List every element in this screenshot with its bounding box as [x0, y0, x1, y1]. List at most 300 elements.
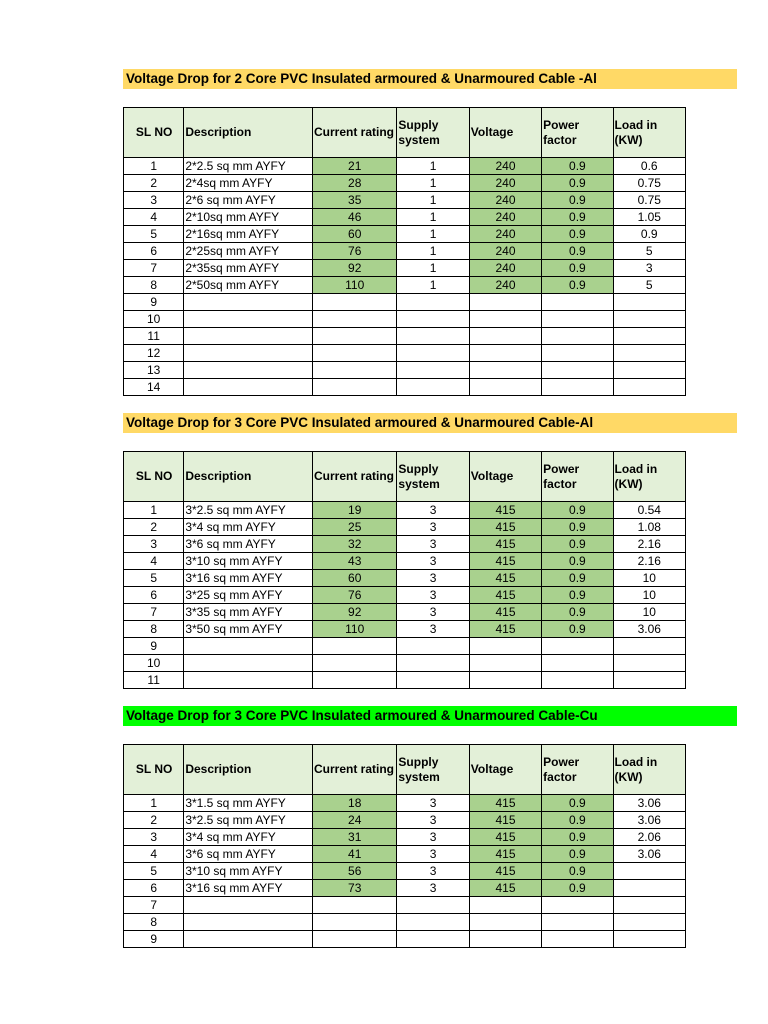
cell-power-factor [542, 362, 613, 379]
cell-current-rating: 32 [312, 536, 396, 553]
cell-power-factor [542, 672, 613, 689]
cell-sl-no: 9 [124, 638, 184, 655]
cell-sl-no: 1 [124, 502, 184, 519]
cell-current-rating: 76 [312, 243, 396, 260]
cell-current-rating: 31 [312, 829, 396, 846]
cell-load-kw [613, 931, 685, 948]
cell-current-rating: 28 [312, 175, 396, 192]
cell-power-factor: 0.9 [542, 260, 613, 277]
cell-current-rating [312, 672, 396, 689]
cell-load-kw [613, 311, 685, 328]
cell-load-kw [613, 362, 685, 379]
cell-power-factor: 0.9 [542, 621, 613, 638]
cell-sl-no: 7 [124, 260, 184, 277]
cell-power-factor: 0.9 [542, 209, 613, 226]
cell-power-factor: 0.9 [542, 795, 613, 812]
cell-power-factor: 0.9 [542, 812, 613, 829]
cell-description: 3*2.5 sq mm AYFY [184, 502, 313, 519]
cell-current-rating [312, 328, 396, 345]
header-sl-no: SL NO [124, 745, 184, 795]
header-supply-system: Supply system [397, 452, 469, 502]
cell-voltage: 415 [469, 553, 541, 570]
cell-supply-system: 1 [397, 158, 469, 175]
cell-description: 2*50sq mm AYFY [184, 277, 313, 294]
cell-supply-system [397, 345, 469, 362]
cell-voltage [469, 638, 541, 655]
cell-sl-no: 5 [124, 226, 184, 243]
cell-power-factor [542, 345, 613, 362]
cell-voltage: 415 [469, 846, 541, 863]
table-row [124, 294, 686, 311]
header-current-rating: Current rating [312, 745, 396, 795]
cell-power-factor: 0.9 [542, 502, 613, 519]
cell-current-rating: 46 [312, 209, 396, 226]
cell-current-rating: 21 [312, 158, 396, 175]
cell-current-rating [312, 638, 396, 655]
cell-load-kw [613, 638, 685, 655]
cell-load-kw: 5 [613, 243, 685, 260]
cell-power-factor [542, 379, 613, 396]
cell-sl-no: 13 [124, 362, 184, 379]
cell-supply-system: 3 [397, 587, 469, 604]
cell-current-rating: 56 [312, 863, 396, 880]
table-row [124, 829, 686, 846]
cell-voltage [469, 897, 541, 914]
cell-sl-no: 14 [124, 379, 184, 396]
header-sl-no: SL NO [124, 452, 184, 502]
cell-load-kw [613, 914, 685, 931]
table-row [124, 672, 686, 689]
table-row [124, 536, 686, 553]
cell-voltage: 415 [469, 587, 541, 604]
cell-supply-system: 3 [397, 604, 469, 621]
cell-supply-system: 3 [397, 863, 469, 880]
header-supply-system: Supply system [397, 745, 469, 795]
cell-description [184, 931, 313, 948]
cell-load-kw: 3.06 [613, 812, 685, 829]
table-row [124, 880, 686, 897]
header-voltage: Voltage [469, 108, 541, 158]
table-row [124, 812, 686, 829]
cell-sl-no: 7 [124, 604, 184, 621]
cell-voltage: 240 [469, 243, 541, 260]
cell-voltage: 415 [469, 570, 541, 587]
cell-power-factor [542, 897, 613, 914]
cell-supply-system: 1 [397, 260, 469, 277]
table-row [124, 260, 686, 277]
cell-current-rating [312, 655, 396, 672]
cell-description: 2*10sq mm AYFY [184, 209, 313, 226]
cell-supply-system [397, 328, 469, 345]
cell-power-factor: 0.9 [542, 587, 613, 604]
cell-current-rating: 60 [312, 570, 396, 587]
cell-load-kw [613, 897, 685, 914]
cell-supply-system [397, 638, 469, 655]
cell-supply-system: 3 [397, 502, 469, 519]
table-row [124, 638, 686, 655]
cell-sl-no: 9 [124, 931, 184, 948]
cell-load-kw: 3.06 [613, 846, 685, 863]
cell-sl-no: 8 [124, 914, 184, 931]
cell-sl-no: 3 [124, 192, 184, 209]
cell-voltage: 240 [469, 209, 541, 226]
cell-supply-system [397, 897, 469, 914]
table-row [124, 863, 686, 880]
table-row [124, 604, 686, 621]
header-row [124, 745, 686, 795]
cell-load-kw [613, 379, 685, 396]
cell-description [184, 362, 313, 379]
cell-description [184, 311, 313, 328]
cell-voltage [469, 311, 541, 328]
cell-power-factor [542, 931, 613, 948]
cell-sl-no: 2 [124, 519, 184, 536]
table-row [124, 328, 686, 345]
cell-sl-no: 1 [124, 795, 184, 812]
cell-current-rating: 92 [312, 260, 396, 277]
header-voltage: Voltage [469, 452, 541, 502]
cable-table-3core-al [123, 451, 686, 689]
section-2-title: Voltage Drop for 3 Core PVC Insulated armoured & Unarmoured Cable-Al [123, 413, 737, 433]
cell-voltage [469, 655, 541, 672]
cell-power-factor [542, 638, 613, 655]
cell-supply-system [397, 931, 469, 948]
cell-load-kw [613, 655, 685, 672]
cell-description: 2*16sq mm AYFY [184, 226, 313, 243]
header-load-kw: Load in (KW) [613, 108, 685, 158]
cell-sl-no: 1 [124, 158, 184, 175]
cell-power-factor: 0.9 [542, 277, 613, 294]
cell-load-kw: 0.6 [613, 158, 685, 175]
cell-description: 3*6 sq mm AYFY [184, 846, 313, 863]
cell-supply-system [397, 362, 469, 379]
cell-power-factor: 0.9 [542, 519, 613, 536]
cell-power-factor: 0.9 [542, 880, 613, 897]
cell-power-factor [542, 655, 613, 672]
cell-description: 3*4 sq mm AYFY [184, 829, 313, 846]
cell-sl-no: 5 [124, 570, 184, 587]
cell-supply-system [397, 311, 469, 328]
cell-description [184, 638, 313, 655]
cell-description: 3*1.5 sq mm AYFY [184, 795, 313, 812]
header-description: Description [184, 745, 313, 795]
cell-supply-system [397, 655, 469, 672]
cell-voltage: 415 [469, 621, 541, 638]
cell-description: 2*2.5 sq mm AYFY [184, 158, 313, 175]
cell-load-kw: 1.05 [613, 209, 685, 226]
cell-description [184, 672, 313, 689]
table-row [124, 795, 686, 812]
table-row [124, 277, 686, 294]
cell-sl-no: 7 [124, 897, 184, 914]
cell-supply-system: 1 [397, 209, 469, 226]
cell-sl-no: 2 [124, 175, 184, 192]
cell-voltage: 415 [469, 829, 541, 846]
cell-load-kw: 5 [613, 277, 685, 294]
table-row [124, 226, 686, 243]
cell-load-kw: 0.75 [613, 175, 685, 192]
header-power-factor: Power factor [542, 452, 613, 502]
cell-description: 3*2.5 sq mm AYFY [184, 812, 313, 829]
cell-load-kw: 3.06 [613, 621, 685, 638]
cell-current-rating: 60 [312, 226, 396, 243]
cell-load-kw: 10 [613, 570, 685, 587]
header-description: Description [184, 108, 313, 158]
table-row [124, 243, 686, 260]
cell-load-kw: 10 [613, 604, 685, 621]
cell-current-rating: 110 [312, 277, 396, 294]
cell-description [184, 379, 313, 396]
cell-voltage: 415 [469, 502, 541, 519]
cell-sl-no: 5 [124, 863, 184, 880]
cell-description [184, 655, 313, 672]
cell-power-factor: 0.9 [542, 829, 613, 846]
cell-power-factor: 0.9 [542, 863, 613, 880]
cell-current-rating: 73 [312, 880, 396, 897]
header-load-kw: Load in (KW) [613, 745, 685, 795]
cell-load-kw: 2.06 [613, 829, 685, 846]
cell-sl-no: 6 [124, 243, 184, 260]
cell-supply-system [397, 379, 469, 396]
cell-voltage [469, 328, 541, 345]
cell-voltage [469, 672, 541, 689]
cell-voltage [469, 931, 541, 948]
cell-supply-system [397, 672, 469, 689]
cell-power-factor: 0.9 [542, 536, 613, 553]
cell-load-kw: 0.54 [613, 502, 685, 519]
cell-description [184, 897, 313, 914]
cell-description [184, 914, 313, 931]
cell-sl-no: 10 [124, 655, 184, 672]
header-supply-system: Supply system [397, 108, 469, 158]
cell-current-rating [312, 931, 396, 948]
cell-description: 2*4sq mm AYFY [184, 175, 313, 192]
cell-supply-system: 1 [397, 277, 469, 294]
header-row [124, 452, 686, 502]
table-row [124, 311, 686, 328]
cell-voltage: 240 [469, 192, 541, 209]
cell-description: 2*35sq mm AYFY [184, 260, 313, 277]
cell-current-rating [312, 362, 396, 379]
table-row [124, 553, 686, 570]
cell-description: 3*16 sq mm AYFY [184, 570, 313, 587]
cell-description: 3*50 sq mm AYFY [184, 621, 313, 638]
cell-supply-system: 3 [397, 621, 469, 638]
cell-description: 3*6 sq mm AYFY [184, 536, 313, 553]
cell-description: 3*16 sq mm AYFY [184, 880, 313, 897]
cell-power-factor: 0.9 [542, 158, 613, 175]
cell-current-rating: 19 [312, 502, 396, 519]
cell-voltage [469, 294, 541, 311]
table-row [124, 570, 686, 587]
cell-current-rating [312, 914, 396, 931]
cell-supply-system: 3 [397, 829, 469, 846]
cell-current-rating [312, 897, 396, 914]
cell-voltage: 240 [469, 277, 541, 294]
cell-voltage: 240 [469, 226, 541, 243]
cell-description: 3*10 sq mm AYFY [184, 863, 313, 880]
cell-supply-system: 3 [397, 846, 469, 863]
cell-current-rating: 92 [312, 604, 396, 621]
cell-load-kw: 3.06 [613, 795, 685, 812]
cell-voltage: 240 [469, 175, 541, 192]
cell-power-factor: 0.9 [542, 192, 613, 209]
cell-current-rating [312, 311, 396, 328]
cell-load-kw [613, 328, 685, 345]
cell-current-rating: 41 [312, 846, 396, 863]
cell-supply-system: 3 [397, 536, 469, 553]
cell-current-rating: 25 [312, 519, 396, 536]
cable-table-3core-cu [123, 744, 686, 948]
cell-supply-system: 1 [397, 243, 469, 260]
table-row [124, 931, 686, 948]
cell-voltage [469, 914, 541, 931]
header-voltage: Voltage [469, 745, 541, 795]
cell-sl-no: 9 [124, 294, 184, 311]
cell-description: 2*25sq mm AYFY [184, 243, 313, 260]
table-row [124, 519, 686, 536]
table-row [124, 587, 686, 604]
cell-voltage: 415 [469, 519, 541, 536]
cell-current-rating: 18 [312, 795, 396, 812]
cell-power-factor [542, 311, 613, 328]
cell-voltage [469, 362, 541, 379]
cell-supply-system [397, 294, 469, 311]
cell-load-kw [613, 294, 685, 311]
cell-power-factor: 0.9 [542, 846, 613, 863]
cell-voltage [469, 379, 541, 396]
table-row [124, 897, 686, 914]
cell-voltage: 415 [469, 795, 541, 812]
cell-supply-system: 3 [397, 553, 469, 570]
cell-power-factor [542, 914, 613, 931]
header-sl-no: SL NO [124, 108, 184, 158]
header-current-rating: Current rating [312, 108, 396, 158]
cell-description: 3*25 sq mm AYFY [184, 587, 313, 604]
table-row [124, 192, 686, 209]
cell-description: 3*35 sq mm AYFY [184, 604, 313, 621]
cell-load-kw [613, 863, 685, 880]
table-row [124, 502, 686, 519]
cell-sl-no: 6 [124, 587, 184, 604]
cell-supply-system: 3 [397, 570, 469, 587]
cell-voltage: 415 [469, 880, 541, 897]
table-row [124, 158, 686, 175]
table-row [124, 846, 686, 863]
cell-load-kw: 1.08 [613, 519, 685, 536]
cell-load-kw: 2.16 [613, 553, 685, 570]
cell-load-kw: 0.9 [613, 226, 685, 243]
cell-sl-no: 4 [124, 846, 184, 863]
cell-current-rating: 43 [312, 553, 396, 570]
header-power-factor: Power factor [542, 745, 613, 795]
cell-current-rating: 35 [312, 192, 396, 209]
cell-supply-system: 3 [397, 880, 469, 897]
cell-sl-no: 8 [124, 621, 184, 638]
section-3-title: Voltage Drop for 3 Core PVC Insulated armoured & Unarmoured Cable-Cu [123, 706, 737, 726]
cell-power-factor: 0.9 [542, 570, 613, 587]
header-description: Description [184, 452, 313, 502]
cell-supply-system: 1 [397, 226, 469, 243]
cell-sl-no: 10 [124, 311, 184, 328]
cell-description [184, 328, 313, 345]
cell-supply-system: 1 [397, 192, 469, 209]
cell-load-kw [613, 672, 685, 689]
cell-load-kw [613, 345, 685, 362]
cell-power-factor: 0.9 [542, 226, 613, 243]
section-1-title: Voltage Drop for 2 Core PVC Insulated armoured & Unarmoured Cable -Al [123, 69, 737, 89]
cell-sl-no: 4 [124, 209, 184, 226]
cell-sl-no: 6 [124, 880, 184, 897]
cell-description [184, 345, 313, 362]
cell-current-rating: 24 [312, 812, 396, 829]
cell-current-rating: 110 [312, 621, 396, 638]
table-row [124, 655, 686, 672]
cell-supply-system: 3 [397, 795, 469, 812]
cell-sl-no: 11 [124, 672, 184, 689]
cell-load-kw: 10 [613, 587, 685, 604]
cell-voltage: 415 [469, 863, 541, 880]
table-row [124, 345, 686, 362]
cell-voltage: 415 [469, 812, 541, 829]
cell-current-rating: 76 [312, 587, 396, 604]
cell-description: 2*6 sq mm AYFY [184, 192, 313, 209]
cell-current-rating [312, 294, 396, 311]
cell-description [184, 294, 313, 311]
cell-current-rating [312, 379, 396, 396]
cell-load-kw: 3 [613, 260, 685, 277]
cell-description: 3*10 sq mm AYFY [184, 553, 313, 570]
cell-sl-no: 4 [124, 553, 184, 570]
cell-load-kw: 2.16 [613, 536, 685, 553]
cell-power-factor: 0.9 [542, 604, 613, 621]
cell-voltage: 240 [469, 260, 541, 277]
cell-voltage: 415 [469, 536, 541, 553]
table-row [124, 209, 686, 226]
cell-supply-system [397, 914, 469, 931]
header-current-rating: Current rating [312, 452, 396, 502]
cell-supply-system: 3 [397, 812, 469, 829]
cell-power-factor: 0.9 [542, 553, 613, 570]
cable-table-2core-al [123, 107, 686, 396]
table-row [124, 379, 686, 396]
cell-voltage [469, 345, 541, 362]
cell-description: 3*4 sq mm AYFY [184, 519, 313, 536]
cell-voltage: 415 [469, 604, 541, 621]
cell-power-factor: 0.9 [542, 175, 613, 192]
cell-sl-no: 2 [124, 812, 184, 829]
cell-power-factor: 0.9 [542, 243, 613, 260]
cell-load-kw: 0.75 [613, 192, 685, 209]
cell-supply-system: 3 [397, 519, 469, 536]
table-row [124, 914, 686, 931]
header-load-kw: Load in (KW) [613, 452, 685, 502]
table-row [124, 621, 686, 638]
header-power-factor: Power factor [542, 108, 613, 158]
cell-sl-no: 11 [124, 328, 184, 345]
table-row [124, 362, 686, 379]
cell-sl-no: 12 [124, 345, 184, 362]
cell-supply-system: 1 [397, 175, 469, 192]
cell-sl-no: 3 [124, 829, 184, 846]
cell-current-rating [312, 345, 396, 362]
cell-power-factor [542, 328, 613, 345]
cell-power-factor [542, 294, 613, 311]
cell-sl-no: 8 [124, 277, 184, 294]
cell-voltage: 240 [469, 158, 541, 175]
cell-sl-no: 3 [124, 536, 184, 553]
table-row [124, 175, 686, 192]
